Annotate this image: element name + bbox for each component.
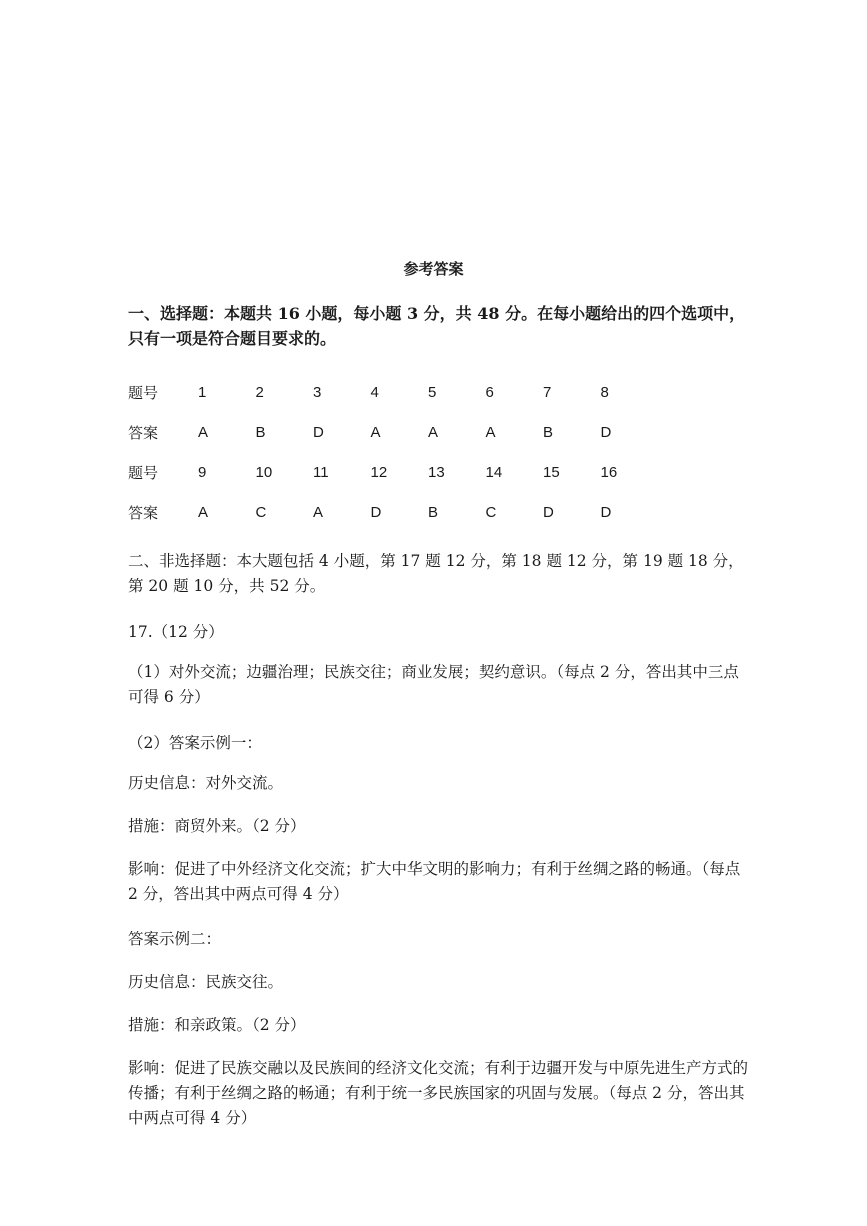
answer-table-cell: 4: [370, 383, 379, 401]
example2-info: 历史信息：民族交往。: [128, 973, 284, 991]
answer-table-cell: B: [543, 423, 554, 441]
section-two-heading: 二、非选择题：本大题包括 4 小题，第 17 题 12 分，第 18 题 12 分，第 19 题 18 分，第 20 题 10 分，共 52 分。: [128, 552, 744, 595]
answer-table-cell: 10: [255, 463, 273, 481]
answer-table-cell: 14: [485, 463, 503, 481]
answer-table-cell: 3: [313, 383, 322, 401]
answer-table-cell: D: [543, 503, 554, 521]
question-17-part2-label: （2）答案示例一：: [128, 734, 262, 752]
answer-table-row: [128, 492, 658, 532]
row-label: 题号: [128, 383, 159, 402]
example1-impact: 影响：促进了中外经济文化交流；扩大中华文明的影响力；有利于丝绸之路的畅通。（每点 2 分，答出其中两点可得 4 分）: [128, 860, 741, 903]
answer-table-cell: A: [198, 423, 209, 441]
example2-impact: 影响：促进了民族交融以及民族间的经济文化交流；有利于边疆开发与中原先进生产方式的传播；有利于丝绸之路的畅通；有利于统一多民族国家的巩固与发展。（每点 2 分，答出其中两点可得 4 分）: [128, 1059, 749, 1127]
example2-measure: 措施：和亲政策。（2 分）: [128, 1016, 306, 1034]
answer-table-cell: D: [600, 503, 612, 521]
answer-table-cell: 1: [198, 383, 207, 401]
answer-table-cell: 16: [600, 463, 618, 481]
answer-table-cell: A: [313, 503, 324, 521]
answer-table-cell: A: [485, 423, 496, 441]
row-label: 答案: [128, 503, 159, 522]
row-label: 答案: [128, 423, 159, 442]
answer-table-cell: D: [370, 503, 382, 521]
answer-table-cell: 5: [428, 383, 437, 401]
answer-table-row: [128, 412, 658, 452]
answer-table-cell: 13: [428, 463, 445, 481]
answer-table-cell: 9: [198, 463, 207, 481]
answer-table-cell: 7: [543, 383, 552, 401]
answer-table-cell: 2: [255, 383, 264, 401]
answer-table-cell: 15: [543, 463, 560, 481]
answer-table-cell: A: [370, 423, 381, 441]
answer-table-cell: B: [255, 423, 266, 441]
page-title: 参考答案: [403, 260, 464, 278]
example2-label: 答案示例二：: [128, 930, 222, 948]
question-17-label: 17.（12 分）: [128, 623, 224, 641]
answer-table-cell: 11: [313, 463, 329, 481]
question-17-part1: （1）对外交流；边疆治理；民族交往；商业发展；契约意识。（每点 2 分，答出其中三点可得 6 分）: [128, 663, 739, 706]
row-label: 题号: [128, 463, 159, 482]
example1-measure: 措施：商贸外来。（2 分）: [128, 817, 306, 835]
example1-info: 历史信息：对外交流。: [128, 774, 284, 792]
answer-table-cell: 6: [485, 383, 494, 401]
answer-table-cell: 12: [370, 463, 388, 481]
answer-table-cell: B: [428, 503, 439, 521]
answer-table-row: [128, 372, 658, 412]
answer-table-row: [128, 452, 658, 492]
answer-table-cell: D: [313, 423, 324, 441]
answer-table-cell: A: [198, 503, 209, 521]
answer-table-cell: D: [600, 423, 612, 441]
answer-table-cell: 8: [600, 383, 609, 401]
section-one-heading: 一、选择题：本题共 16 小题，每小题 3 分，共 48 分。在每小题给出的四个选项中，只有一项是符合题目要求的。: [128, 304, 746, 348]
answer-table-cell: C: [485, 503, 497, 521]
answer-table-cell: A: [428, 423, 439, 441]
answer-table-cell: C: [255, 503, 267, 521]
answer-table: [128, 372, 658, 532]
